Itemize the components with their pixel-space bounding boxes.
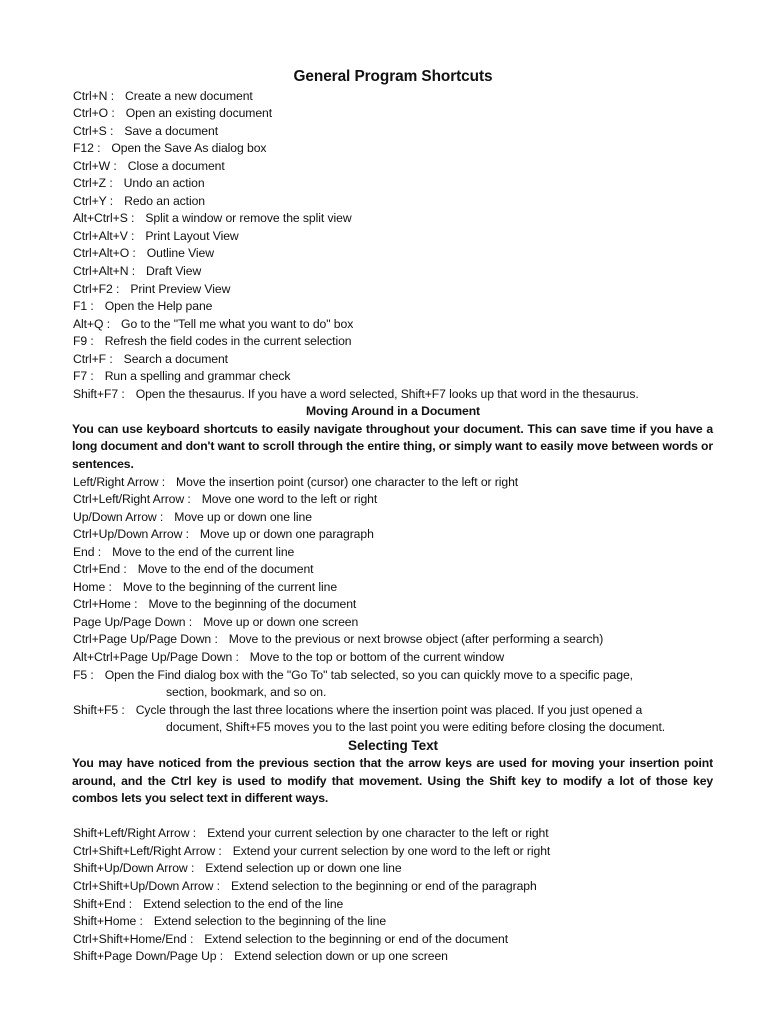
page-title: General Program Shortcuts [293, 68, 493, 85]
shortcut-row [73, 614, 713, 632]
selecting-shortcuts-list [73, 825, 713, 965]
shortcut-description: Move to the top or bottom of the current window [249, 650, 505, 664]
shortcut-key: Shift+Home : [73, 914, 143, 929]
shortcut-key: Alt+Q : [73, 316, 111, 331]
general-shortcuts-list [73, 88, 713, 404]
shortcut-row [73, 931, 713, 949]
shortcut-key: Ctrl+Z : [73, 176, 113, 191]
shortcut-row [73, 281, 713, 299]
shortcut-description: Extend selection to the beginning of the line [153, 914, 387, 929]
shortcut-key: Alt+Ctrl+Page Up/Page Down : [73, 650, 239, 664]
shortcut-row [73, 596, 713, 614]
shortcut-row [73, 333, 713, 351]
shortcut-key: Home : [73, 579, 112, 594]
shortcut-description: Cycle through the last three locations where the insertion point was placed. If you just opened a [135, 702, 643, 717]
shortcut-row [73, 351, 713, 369]
shortcut-description: Move to the beginning of the current line [122, 579, 338, 594]
shortcut-key: Shift+F5 : [73, 702, 125, 717]
shortcut-description: Draft View [146, 263, 202, 278]
shortcut-description: Split a window or remove the split view [145, 211, 352, 226]
shortcut-description: Create a new document [125, 88, 253, 103]
shortcut-key: Ctrl+Shift+Left/Right Arrow : [73, 843, 222, 858]
shortcut-row-f5 [73, 667, 713, 702]
shortcut-key: F5 : [73, 667, 94, 682]
shortcut-key: Ctrl+F2 : [73, 281, 120, 296]
shortcut-description: Search a document [123, 351, 228, 366]
shortcut-description: Move up or down one screen [203, 614, 359, 629]
shortcut-row [73, 158, 713, 176]
shortcut-row [73, 526, 713, 544]
shortcut-description: Extend selection to the beginning or end of the document [204, 931, 509, 946]
shortcut-row [73, 368, 713, 386]
blank-line [73, 808, 713, 826]
moving-intro-paragraph: You can use keyboard shortcuts to easily navigate throughout your document. This can save time if you have a long document and don't want to scroll through the entire thing, or simply want to easily move between words or sentences. [72, 421, 713, 471]
shortcut-row [73, 896, 713, 914]
shortcut-description: Close a document [127, 158, 225, 173]
shortcut-description: Go to the "Tell me what you want to do" box [121, 316, 354, 331]
shortcut-description: Extend selection down or up one screen [234, 949, 448, 964]
shortcut-description: Open the Save As dialog box [111, 141, 267, 156]
shortcut-key: F1 : [73, 299, 94, 314]
section-heading-selecting: Selecting Text [347, 737, 439, 753]
shortcut-key: F12 : [73, 141, 101, 156]
shortcut-row [73, 913, 713, 931]
shortcut-description: Move the insertion point (cursor) one character to the left or right [176, 474, 519, 489]
shortcut-key: Shift+F7 : [73, 386, 125, 401]
moving-shortcuts-list [73, 474, 713, 667]
shortcut-row [73, 561, 713, 579]
shortcut-key: Ctrl+Page Up/Page Down : [73, 632, 218, 647]
shortcut-row [73, 631, 713, 649]
shortcut-row [73, 843, 713, 861]
shortcut-key: Left/Right Arrow : [73, 474, 166, 489]
shortcut-row [73, 579, 713, 597]
shortcut-description: Open the thesaurus. If you have a word selected, Shift+F7 looks up that word in the thesaurus. [135, 386, 639, 401]
shortcut-key: Shift+End : [73, 896, 133, 911]
shortcut-description: Extend your current selection by one word to the left or right [232, 843, 551, 858]
shortcut-row [73, 105, 713, 123]
shortcut-description: Move to the previous or next browse object (after performing a search) [228, 632, 604, 647]
section-heading-moving: Moving Around in a Document [305, 404, 481, 419]
shortcut-key: Shift+Left/Right Arrow : [73, 826, 197, 841]
shortcut-description: Undo an action [123, 176, 205, 191]
shortcut-row [73, 509, 713, 527]
shortcut-description: Print Layout View [145, 228, 239, 243]
shortcut-description: Extend selection up or down one line [205, 861, 402, 876]
shortcut-key: Ctrl+Alt+O : [73, 246, 136, 261]
shortcut-key: F9 : [73, 334, 94, 349]
shortcut-row [73, 948, 713, 966]
shortcut-description: Outline View [146, 246, 214, 261]
shortcut-description: Refresh the field codes in the current selection [104, 334, 352, 349]
shortcut-key: F7 : [73, 369, 94, 384]
shortcut-description-continued: section, bookmark, and so on. [166, 685, 327, 700]
document-page [73, 66, 713, 966]
shortcut-description: Move up or down one paragraph [199, 527, 374, 542]
shortcut-description: Move one word to the left or right [201, 492, 378, 507]
shortcut-row [73, 878, 713, 896]
shortcut-key: Ctrl+Y : [73, 193, 114, 208]
shortcut-description: Extend selection to the end of the line [143, 896, 344, 911]
shortcut-key: Page Up/Page Down : [73, 614, 193, 629]
shortcut-description-continued: document, Shift+F5 moves you to the last point you were editing before closing the document. [166, 720, 666, 735]
shortcut-description: Extend your current selection by one character to the left or right [207, 826, 549, 841]
shortcut-key: Ctrl+Home : [73, 597, 138, 612]
shortcut-row [73, 825, 713, 843]
shortcut-row [73, 210, 713, 228]
shortcut-description: Redo an action [124, 193, 205, 208]
shortcut-row [73, 316, 713, 334]
shortcut-row [73, 123, 713, 141]
shortcut-row [73, 544, 713, 562]
shortcut-row [73, 88, 713, 106]
shortcut-description: Save a document [124, 123, 218, 138]
shortcut-description: Move to the end of the document [137, 562, 314, 577]
shortcut-description: Move up or down one line [174, 509, 312, 524]
shortcut-key: Ctrl+W : [73, 158, 117, 173]
shortcut-row [73, 175, 713, 193]
shortcut-key: Ctrl+Shift+Home/End : [73, 931, 194, 946]
shortcut-row [73, 491, 713, 509]
selecting-intro-paragraph: You may have noticed from the previous section that the arrow keys are used for moving your insertion point around, and the Ctrl key is used to modify that movement. Using the Shift key to modify a lot of those key combos lets you select text in different ways. [72, 756, 713, 806]
shortcut-key: Ctrl+F : [73, 351, 113, 366]
shortcut-key: Ctrl+S : [73, 123, 114, 138]
shortcut-key: Ctrl+Shift+Up/Down Arrow : [73, 879, 220, 894]
shortcut-row-shift-f5 [73, 702, 713, 737]
shortcut-description: Extend selection to the beginning or end of the paragraph [230, 879, 537, 894]
shortcut-key: Shift+Up/Down Arrow : [73, 861, 195, 876]
shortcut-description: Run a spelling and grammar check [104, 369, 291, 384]
shortcut-row [73, 386, 713, 404]
shortcut-key: Ctrl+Up/Down Arrow : [73, 527, 189, 542]
shortcut-key: Ctrl+Alt+V : [73, 228, 135, 243]
shortcut-key: Ctrl+End : [73, 562, 127, 577]
shortcut-row [73, 474, 713, 492]
shortcut-row [73, 245, 713, 263]
shortcut-row [73, 193, 713, 211]
shortcut-key: Ctrl+Alt+N : [73, 263, 136, 278]
shortcut-row [73, 263, 713, 281]
shortcut-description: Open the Help pane [104, 299, 213, 314]
shortcut-row [73, 140, 713, 158]
shortcut-row [73, 228, 713, 246]
shortcut-description: Move to the beginning of the document [148, 597, 357, 612]
shortcut-key: Ctrl+O : [73, 106, 115, 121]
shortcut-description: Move to the end of the current line [112, 544, 295, 559]
shortcut-description: Print Preview View [130, 281, 231, 296]
shortcut-key: Shift+Page Down/Page Up : [73, 949, 224, 964]
shortcut-key: Ctrl+Left/Right Arrow : [73, 492, 191, 507]
shortcut-key: Up/Down Arrow : [73, 509, 164, 524]
shortcut-key: Alt+Ctrl+S : [73, 211, 135, 226]
shortcut-row [73, 649, 713, 667]
shortcut-description: Open the Find dialog box with the "Go To" tab selected, so you can quickly move to a specific page, [104, 667, 633, 682]
shortcut-description: Open an existing document [125, 106, 273, 121]
shortcut-key: End : [73, 544, 102, 559]
shortcut-row [73, 298, 713, 316]
shortcut-row [73, 860, 713, 878]
shortcut-key: Ctrl+N : [73, 88, 115, 103]
